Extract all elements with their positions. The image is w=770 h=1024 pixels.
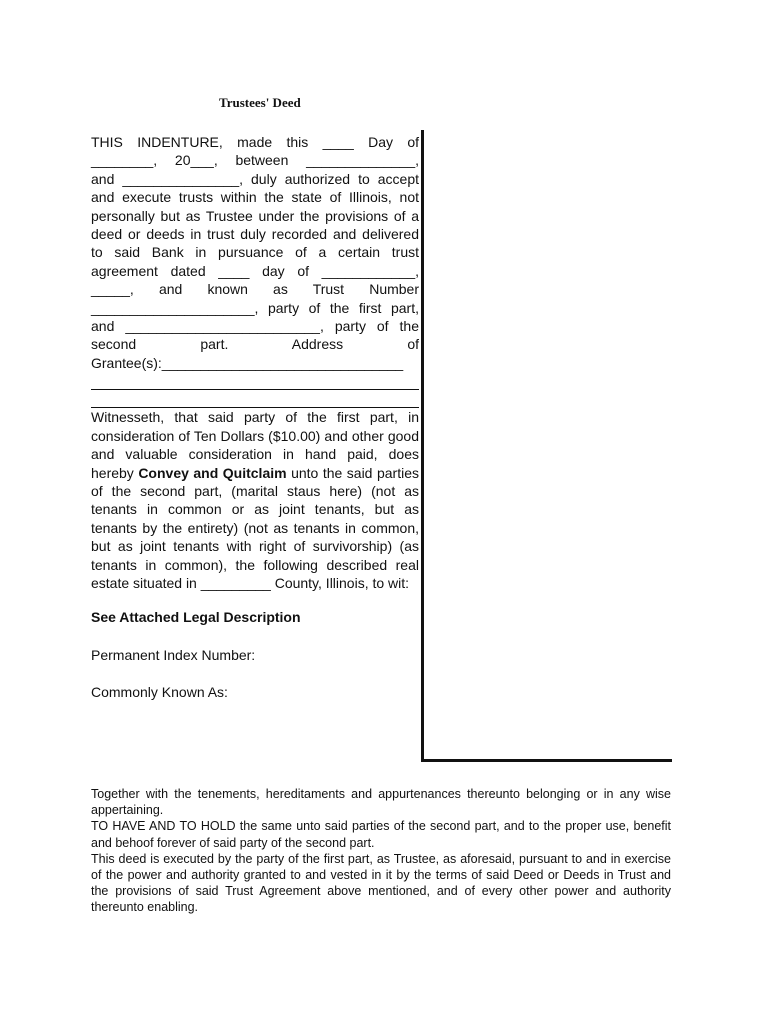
indenture-line: second part. Address of xyxy=(91,336,419,353)
permanent-index-number-label: Permanent Index Number: xyxy=(91,646,256,663)
deed-bottom-text xyxy=(91,786,671,916)
grantee-address-line xyxy=(91,372,419,390)
indenture-line: ________, 20___, between ______________, xyxy=(91,152,419,169)
execution-paragraph: This deed is executed by the party of the first part, as Trustee, as aforesaid, pursuant to and in exercise of the power and authority granted to and vested in it by the terms of said Deed or Deeds in Trust and the provisions of said Trust Agreement above mentioned, and of every other power and authority thereunto enabling. xyxy=(91,851,671,915)
indenture-line: _____________________, party of the first part, xyxy=(91,299,419,316)
indenture-line: personally but as Trustee under the provisions of a xyxy=(91,207,419,224)
indenture-line: _____, and known as Trust Number xyxy=(91,281,419,298)
indenture-line: agreement dated ____ day of ____________, xyxy=(91,262,419,279)
indenture-line: THIS INDENTURE, made this ____ Day of xyxy=(91,134,419,150)
witnesseth-paragraph xyxy=(91,408,419,592)
deed-left-column xyxy=(91,133,419,702)
indenture-line: deed or deeds in trust duly recorded and delivered xyxy=(91,226,419,243)
appurtenances-paragraph: Together with the tenements, hereditaments and appurtenances thereunto belonging or in any wise appertaining. xyxy=(91,787,671,818)
witnesseth-text-cont: unto the said parties of the second part, (marital staus here) (not as tenants in common or as joint tenants, but as tenants by the entirety) (not as tenants in common, but as joint tenants with right of survivorship) (as tenants in common), the following described real estate situated in _________ County, Illinois, to wit: xyxy=(91,464,419,591)
column-divider-horizontal xyxy=(421,759,672,762)
convey-quitclaim-text: Convey and Quitclaim xyxy=(138,464,287,481)
legal-description-heading: See Attached Legal Description xyxy=(91,609,301,626)
indenture-line: and _______________, duly authorized to accept xyxy=(91,170,419,187)
document-title: Trustees' Deed xyxy=(219,95,301,110)
indenture-paragraph xyxy=(91,133,419,408)
indenture-line: and _________________________, party of the xyxy=(91,318,419,335)
witnesseth-text: Witnesseth, that said party of the first part, in consideration of Ten Dollars ($10.00) and other good and valuable consideration in hand paid, does hereby xyxy=(91,409,419,481)
indenture-line: Grantee(s):_______________________________ xyxy=(91,354,404,371)
grantee-address-line xyxy=(91,390,419,408)
habendum-paragraph: TO HAVE AND TO HOLD the same unto said parties of the second part, and to the proper use, benefit and behoof forever of said party of the second part. xyxy=(91,819,671,850)
indenture-line: to said Bank in pursuance of a certain trust xyxy=(91,244,419,261)
indenture-line: and execute trusts within the state of Illinois, not xyxy=(91,189,419,206)
commonly-known-as-label: Commonly Known As: xyxy=(91,684,228,701)
column-divider-vertical xyxy=(421,130,424,762)
